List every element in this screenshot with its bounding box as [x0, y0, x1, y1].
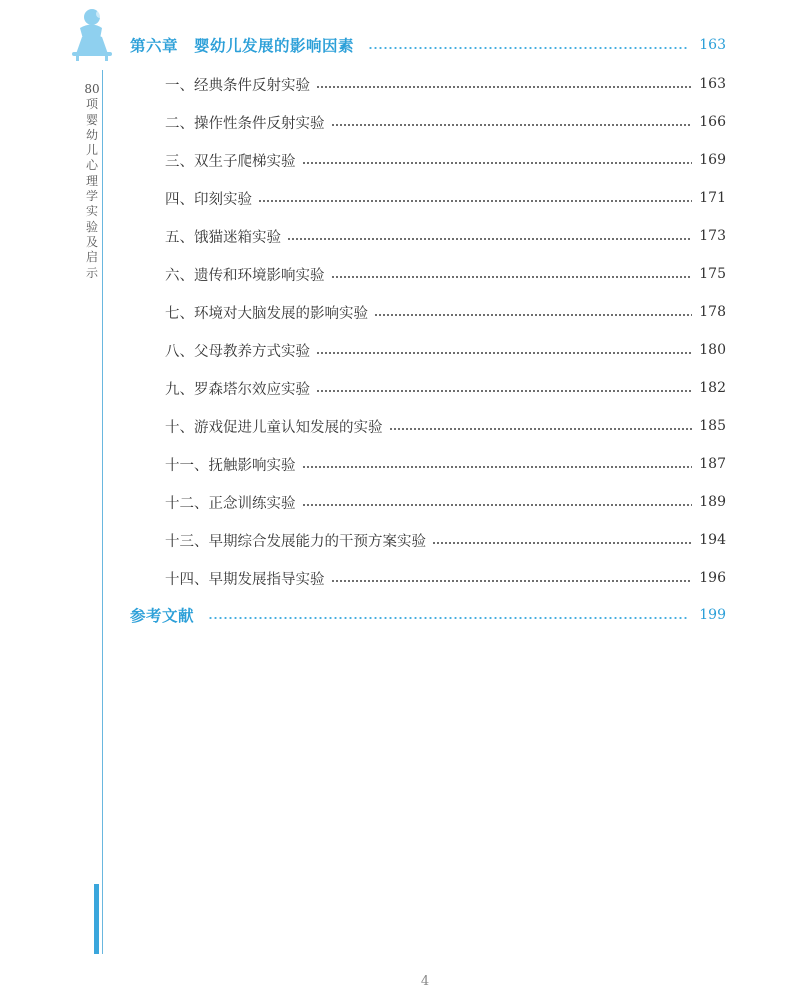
toc-page-number: 194 [699, 532, 726, 548]
dot-leader [208, 617, 688, 619]
toc-entry[interactable] [165, 72, 726, 96]
toc-entry-title: 二、操作性条件反射实验 [165, 115, 325, 132]
toc-entry[interactable] [165, 528, 726, 552]
toc-references-title: 参考文献 [130, 607, 195, 625]
toc-entry-title: 十一、抚触影响实验 [165, 457, 296, 474]
dot-leader [316, 390, 692, 392]
toc-entry-title: 十、游戏促进儿童认知发展的实验 [165, 419, 383, 436]
toc-page-number: 166 [699, 114, 726, 130]
toc-entry-title: 六、遗传和环境影响实验 [165, 267, 325, 284]
toc-entry[interactable] [165, 224, 726, 248]
toc-entry[interactable] [165, 490, 726, 514]
dot-leader [316, 352, 692, 354]
page-number: 4 [420, 974, 430, 989]
toc-page-number: 163 [699, 76, 726, 92]
toc-entry[interactable] [165, 300, 726, 324]
toc-chapter-title: 第六章 婴幼儿发展的影响因素 [130, 37, 355, 55]
toc-entry-title: 四、印刻实验 [165, 191, 252, 208]
child-silhouette-icon [62, 6, 118, 62]
toc-entry-title: 八、父母教养方式实验 [165, 343, 310, 360]
dot-leader [331, 580, 693, 582]
toc-entry-title: 五、饿猫迷箱实验 [165, 229, 281, 246]
toc-references[interactable] [130, 603, 726, 627]
toc-entry[interactable] [165, 186, 726, 210]
dot-leader [316, 86, 692, 88]
toc-entry-title: 九、罗森塔尔效应实验 [165, 381, 310, 398]
dot-leader [302, 466, 693, 468]
toc-chapter-6[interactable] [130, 33, 726, 57]
dot-leader [331, 276, 693, 278]
toc-entry[interactable] [165, 376, 726, 400]
dot-leader [302, 504, 693, 506]
toc-entry[interactable] [165, 414, 726, 438]
toc-entry-title: 十三、早期综合发展能力的干预方案实验 [165, 533, 426, 550]
toc-page-number: 185 [699, 418, 726, 434]
toc-page-number: 180 [699, 342, 726, 358]
toc-page-number: 199 [699, 607, 726, 623]
toc-page-number: 178 [699, 304, 726, 320]
toc-entry-title: 十二、正念训练实验 [165, 495, 296, 512]
running-book-title: 80项婴幼儿心理学实验及启示 [84, 82, 100, 280]
dot-leader [287, 238, 692, 240]
toc-page-number: 171 [699, 190, 726, 206]
dot-leader [331, 124, 693, 126]
toc-page-number: 182 [699, 380, 726, 396]
dot-leader [302, 162, 693, 164]
dot-leader [368, 47, 688, 49]
toc-entry-title: 十四、早期发展指导实验 [165, 571, 325, 588]
toc-page-number: 169 [699, 152, 726, 168]
dot-leader [374, 314, 692, 316]
toc-entry[interactable] [165, 110, 726, 134]
toc-page-number: 175 [699, 266, 726, 282]
margin-accent-bar [94, 884, 99, 954]
toc-entry[interactable] [165, 262, 726, 286]
toc-entry-title: 三、双生子爬梯实验 [165, 153, 296, 170]
margin-rule [102, 70, 103, 954]
dot-leader [432, 542, 692, 544]
toc-entry[interactable] [165, 452, 726, 476]
dot-leader [258, 200, 692, 202]
toc-entry[interactable] [165, 148, 726, 172]
toc-page-number: 196 [699, 570, 726, 586]
toc-page-number: 189 [699, 494, 726, 510]
toc-entry[interactable] [165, 566, 726, 590]
toc-entry-title: 一、经典条件反射实验 [165, 77, 310, 94]
toc-page-number: 173 [699, 228, 726, 244]
toc-page-number: 163 [699, 37, 726, 53]
toc-entry[interactable] [165, 338, 726, 362]
toc-entry-title: 七、环境对大脑发展的影响实验 [165, 305, 368, 322]
dot-leader [389, 428, 693, 430]
toc-page-number: 187 [699, 456, 726, 472]
